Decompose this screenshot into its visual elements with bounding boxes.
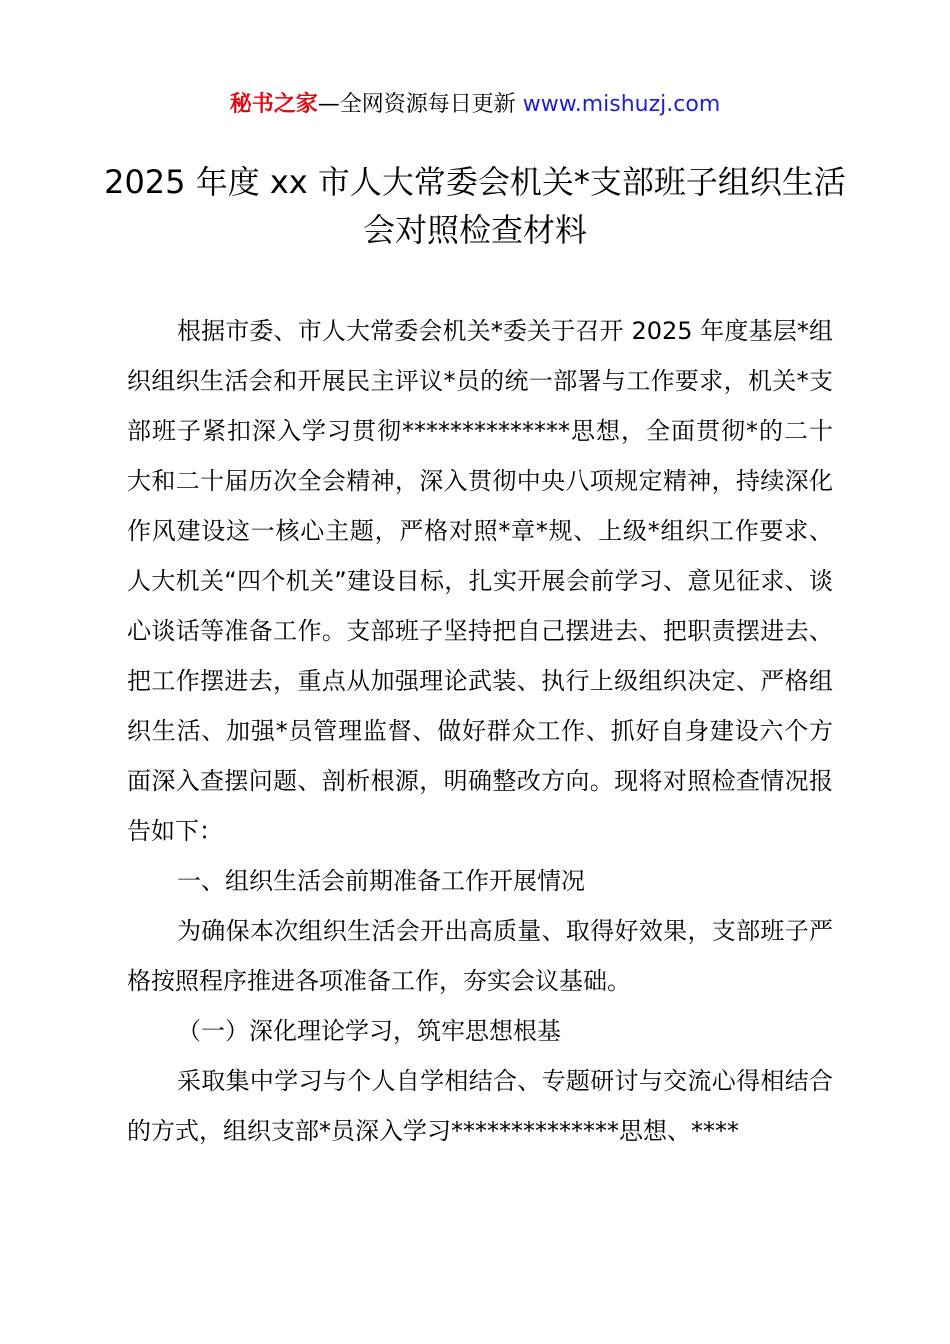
site-header xyxy=(0,88,950,122)
site-tagline: —全网资源每日更新 xyxy=(317,92,516,117)
site-url[interactable]: www.mishuzj.com xyxy=(522,92,721,117)
document-body xyxy=(127,306,833,1156)
site-brand: 秘书之家 xyxy=(229,92,318,117)
section-heading-1: 一、组织生活会前期准备工作开展情况 xyxy=(177,867,585,895)
paragraph-section-1: 为确保本次组织生活会开出高质量、取得好效果，支部班子严格按照程序推进各项准备工作，夯实会议基础。 xyxy=(127,917,833,995)
paragraph-subsection-1: 采取集中学习与个人自学相结合、专题研讨与交流心得相结合的方式，组织支部*员深入学习**************思想、**** xyxy=(127,1067,833,1145)
paragraph-intro: 根据市委、市人大常委会机关*委关于召开 2025 年度基层*组织组织生活会和开展民主评议*员的统一部署与工作要求，机关*支部班子紧扣深入学习贯彻**************思想，全面贯彻*的二十大和二十届历次全会精神，深入贯彻中央八项规定精神，持续深化作风建设这一核心主题，严格对照*章*规、上级*组织工作要求、人大机关“四个机关”建设目标，扎实开展会前学习、意见征求、谈心谈话等准备工作。支部班子坚持把自己摆进去、把职责摆进去、把工作摆进去，重点从加强理论武装、执行上级组织决定、严格组织生活、加强*员管理监督、做好群众工作、抓好自身建设六个方面深入查摆问题、剖析根源，明确整改方向。现将对照检查情况报告如下： xyxy=(127,317,833,845)
subsection-heading-1: （一）深化理论学习，筑牢思想根基 xyxy=(177,1017,561,1045)
document-title: 2025 年度 xx 市人大常委会机关*支部班子组织生活会对照检查材料 xyxy=(104,163,846,249)
